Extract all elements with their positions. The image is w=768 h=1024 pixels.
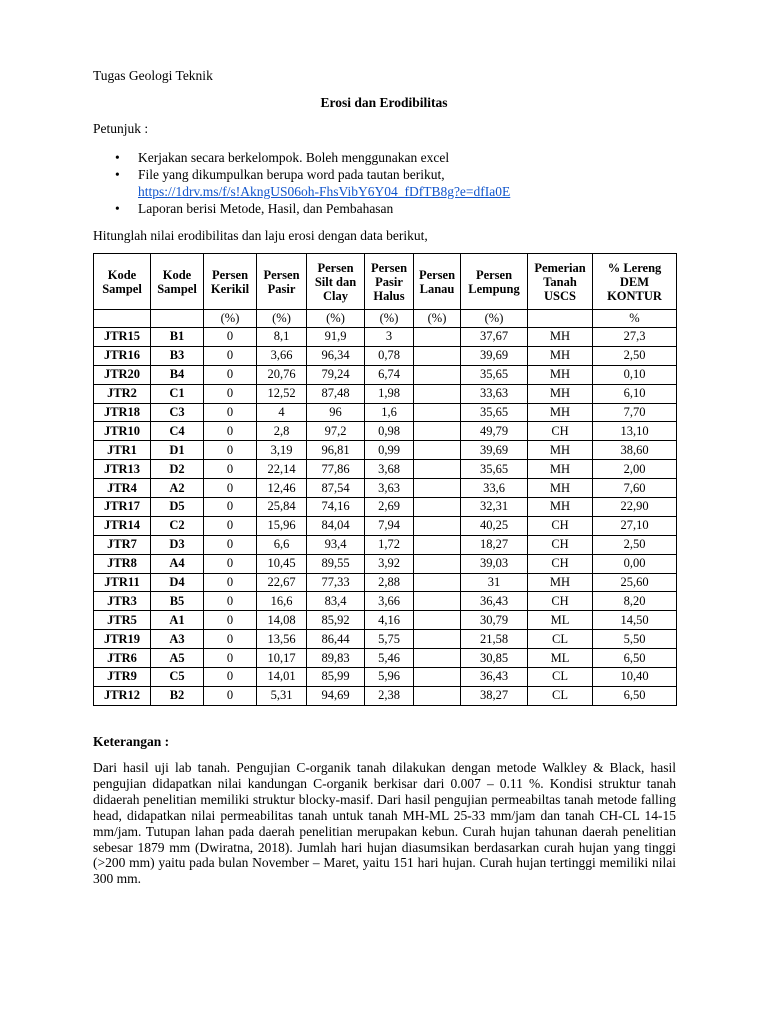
table-cell: 0	[204, 516, 257, 535]
table-cell: 2,50	[593, 346, 677, 365]
table-row	[94, 516, 677, 535]
table-cell: 0	[204, 668, 257, 687]
table-row	[94, 686, 677, 705]
table-cell: 6,6	[257, 535, 307, 554]
table-cell: 2,00	[593, 460, 677, 479]
table-cell: 0	[204, 498, 257, 517]
table-cell: 97,2	[307, 422, 365, 441]
unit-cell: (%)	[307, 310, 365, 328]
table-cell: JTR8	[94, 554, 151, 573]
instruction-text: File yang dikumpulkan berupa word pada tautan berikut,	[138, 167, 445, 182]
table-cell: 79,24	[307, 365, 365, 384]
table-cell: JTR11	[94, 573, 151, 592]
table-cell: 0	[204, 460, 257, 479]
table-row	[94, 346, 677, 365]
table-cell: 0	[204, 686, 257, 705]
table-cell	[414, 328, 461, 347]
table-cell	[414, 649, 461, 668]
table-cell: JTR6	[94, 649, 151, 668]
column-header: Persen Lempung	[461, 254, 528, 310]
table-cell: 86,44	[307, 630, 365, 649]
table-cell: JTR3	[94, 592, 151, 611]
unit-cell: (%)	[365, 310, 414, 328]
unit-cell: (%)	[204, 310, 257, 328]
table-cell: 37,67	[461, 328, 528, 347]
table-cell: A4	[151, 554, 204, 573]
table-cell: 13,10	[593, 422, 677, 441]
table-cell	[414, 554, 461, 573]
table-units-row	[94, 310, 677, 328]
table-cell: 2,69	[365, 498, 414, 517]
table-cell: 85,92	[307, 611, 365, 630]
table-row	[94, 573, 677, 592]
table-cell: 6,50	[593, 649, 677, 668]
table-row	[94, 460, 677, 479]
table-cell: 20,76	[257, 365, 307, 384]
table-cell: 7,94	[365, 516, 414, 535]
table-cell: 27,3	[593, 328, 677, 347]
table-cell: 15,96	[257, 516, 307, 535]
table-cell: B1	[151, 328, 204, 347]
table-cell: 1,6	[365, 403, 414, 422]
table-cell: 39,69	[461, 346, 528, 365]
table-cell: 0	[204, 384, 257, 403]
table-cell: 0	[204, 535, 257, 554]
table-cell: 96	[307, 403, 365, 422]
table-cell: 89,83	[307, 649, 365, 668]
table-cell: CL	[528, 630, 593, 649]
table-cell: 3,92	[365, 554, 414, 573]
table-cell: B5	[151, 592, 204, 611]
table-cell: B2	[151, 686, 204, 705]
table-cell: A3	[151, 630, 204, 649]
table-cell: A5	[151, 649, 204, 668]
submission-link[interactable]: https://1drv.ms/f/s!AkngUS06oh-FhsVibY6Y04_fDfTB8g?e=dfIa0E	[138, 184, 511, 199]
table-cell: JTR12	[94, 686, 151, 705]
table-cell: CH	[528, 554, 593, 573]
table-cell: 0,99	[365, 441, 414, 460]
table-cell	[414, 535, 461, 554]
table-cell: 35,65	[461, 460, 528, 479]
table-cell: A2	[151, 479, 204, 498]
table-row	[94, 384, 677, 403]
table-cell: 32,31	[461, 498, 528, 517]
unit-cell: (%)	[414, 310, 461, 328]
instruction-text: Kerjakan secara berkelompok. Boleh menggunakan excel	[138, 150, 450, 165]
table-cell: MH	[528, 460, 593, 479]
table-cell: MH	[528, 573, 593, 592]
table-cell: ML	[528, 611, 593, 630]
bullet-icon: •	[115, 167, 120, 182]
table-body	[94, 328, 677, 706]
table-cell: JTR20	[94, 365, 151, 384]
column-header: % Lereng DEM KONTUR	[593, 254, 677, 310]
table-cell: 5,75	[365, 630, 414, 649]
column-header: Kode Sampel	[151, 254, 204, 310]
table-cell: 77,33	[307, 573, 365, 592]
table-cell: 74,16	[307, 498, 365, 517]
table-cell: A1	[151, 611, 204, 630]
table-cell: C2	[151, 516, 204, 535]
table-cell	[414, 479, 461, 498]
table-cell: B4	[151, 365, 204, 384]
table-cell: JTR1	[94, 441, 151, 460]
table-cell: 10,40	[593, 668, 677, 687]
table-cell: 3,66	[365, 592, 414, 611]
table-cell: 22,90	[593, 498, 677, 517]
table-cell	[414, 346, 461, 365]
table-cell: 91,9	[307, 328, 365, 347]
course-title: Tugas Geologi Teknik	[93, 68, 213, 83]
table-row	[94, 328, 677, 347]
column-header: Persen Pasir	[257, 254, 307, 310]
unit-cell: %	[593, 310, 677, 328]
table-cell	[414, 365, 461, 384]
table-cell: JTR2	[94, 384, 151, 403]
table-cell: 93,4	[307, 535, 365, 554]
table-cell: JTR13	[94, 460, 151, 479]
table-cell: 13,56	[257, 630, 307, 649]
table-cell: 14,01	[257, 668, 307, 687]
column-header: Kode Sampel	[94, 254, 151, 310]
table-cell: CH	[528, 422, 593, 441]
table-cell: 85,99	[307, 668, 365, 687]
instructions-label: Petunjuk :	[93, 121, 149, 136]
table-cell: 0	[204, 365, 257, 384]
table-cell: 30,85	[461, 649, 528, 668]
table-cell: C3	[151, 403, 204, 422]
bullet-icon: •	[115, 150, 120, 165]
table-cell: 0,00	[593, 554, 677, 573]
table-cell: 83,4	[307, 592, 365, 611]
table-row	[94, 365, 677, 384]
instruction-item	[93, 166, 693, 200]
table-row	[94, 479, 677, 498]
table-cell: 84,04	[307, 516, 365, 535]
table-cell	[414, 384, 461, 403]
table-cell: B3	[151, 346, 204, 365]
table-cell: 39,69	[461, 441, 528, 460]
unit-cell	[151, 310, 204, 328]
table-cell: JTR14	[94, 516, 151, 535]
table-cell: 21,58	[461, 630, 528, 649]
table-cell: JTR10	[94, 422, 151, 441]
table-cell	[414, 573, 461, 592]
table-row	[94, 592, 677, 611]
unit-cell: (%)	[257, 310, 307, 328]
table-cell: CH	[528, 592, 593, 611]
table-cell: JTR16	[94, 346, 151, 365]
table-row	[94, 422, 677, 441]
table-cell: 77,86	[307, 460, 365, 479]
table-cell: 4	[257, 403, 307, 422]
column-header: Persen Silt dan Clay	[307, 254, 365, 310]
table-cell: JTR19	[94, 630, 151, 649]
table-cell: 0	[204, 573, 257, 592]
table-cell	[414, 460, 461, 479]
table-cell: 30,79	[461, 611, 528, 630]
notes-body: Dari hasil uji lab tanah. Pengujian C-organik tanah dilakukan dengan metode Walkley & Black, hasil pengujian didapatkan nilai kandungan C-organik berkisar dari 0.007 – 0.11 %. Kondisi struktur tanah didaerah penelitian memiliki struktur blocky-masif. Dari hasil pengujian permeabiltas tanah metode falling head, didapatkan nilai permeabilitas tanah untuk tanah MH-ML 25-33 mm/jam dan tanah CH-CL 14-15 mm/jam. Tutupan lahan pada daerah penelitian merupakan kebun. Curah hujan tahunan daerah penelitian sebesar 1879 mm (Dwiratna, 2018). Jumlah hari hujan diasumsikan berdasarkan curah hujan yang tinggi (>200 mm) yaitu pada bulan November – Maret, yaitu 151 hari hujan. Curah hujan tertinggi memiliki nilai 300 mm.	[93, 760, 676, 887]
intro-text: Hitunglah nilai erodibilitas dan laju erosi dengan data berikut,	[93, 228, 428, 243]
table-cell: 14,08	[257, 611, 307, 630]
table-cell: 87,48	[307, 384, 365, 403]
table-cell: C5	[151, 668, 204, 687]
table-cell: 6,74	[365, 365, 414, 384]
bullet-icon: •	[115, 201, 120, 216]
table-row	[94, 668, 677, 687]
table-cell: 0	[204, 611, 257, 630]
table-cell: JTR17	[94, 498, 151, 517]
table-row	[94, 649, 677, 668]
table-cell: 87,54	[307, 479, 365, 498]
instruction-item	[93, 200, 693, 217]
table-cell	[414, 498, 461, 517]
table-cell: D2	[151, 460, 204, 479]
table-cell: 3,63	[365, 479, 414, 498]
table-cell: 27,10	[593, 516, 677, 535]
table-cell: MH	[528, 365, 593, 384]
table-cell: 5,96	[365, 668, 414, 687]
table-cell: JTR15	[94, 328, 151, 347]
table-cell: D4	[151, 573, 204, 592]
table-cell: 94,69	[307, 686, 365, 705]
table-cell: 25,84	[257, 498, 307, 517]
table-cell: MH	[528, 479, 593, 498]
unit-cell	[528, 310, 593, 328]
unit-cell: (%)	[461, 310, 528, 328]
table-cell: CL	[528, 668, 593, 687]
table-cell: 12,46	[257, 479, 307, 498]
table-cell	[414, 630, 461, 649]
soil-data-table	[93, 253, 677, 706]
table-cell: 6,50	[593, 686, 677, 705]
table-cell: 6,10	[593, 384, 677, 403]
table-cell: 0	[204, 422, 257, 441]
table-row	[94, 498, 677, 517]
table-cell: 0	[204, 592, 257, 611]
table-cell: 18,27	[461, 535, 528, 554]
table-cell: 35,65	[461, 403, 528, 422]
table-cell: 0,98	[365, 422, 414, 441]
table-cell: 89,55	[307, 554, 365, 573]
table-cell	[414, 516, 461, 535]
table-cell: 0	[204, 554, 257, 573]
table-cell: 96,34	[307, 346, 365, 365]
table-cell	[414, 403, 461, 422]
table-cell	[414, 592, 461, 611]
table-cell: 2,38	[365, 686, 414, 705]
table-cell: 0,10	[593, 365, 677, 384]
table-cell: 25,60	[593, 573, 677, 592]
table-cell: 16,6	[257, 592, 307, 611]
table-cell: D1	[151, 441, 204, 460]
table-cell: ML	[528, 649, 593, 668]
table-cell: C4	[151, 422, 204, 441]
table-row	[94, 630, 677, 649]
table-cell: MH	[528, 346, 593, 365]
table-cell: 40,25	[461, 516, 528, 535]
table-cell: 8,1	[257, 328, 307, 347]
table-row	[94, 611, 677, 630]
table-cell: JTR5	[94, 611, 151, 630]
table-cell: MH	[528, 498, 593, 517]
table-cell: 35,65	[461, 365, 528, 384]
table-cell	[414, 686, 461, 705]
table-cell: 36,43	[461, 592, 528, 611]
table-cell: 3	[365, 328, 414, 347]
table-cell: 38,60	[593, 441, 677, 460]
table-cell: 4,16	[365, 611, 414, 630]
table-cell: 33,6	[461, 479, 528, 498]
column-header: Pemerian Tanah USCS	[528, 254, 593, 310]
table-cell: 0	[204, 630, 257, 649]
table-row	[94, 403, 677, 422]
table-cell	[414, 441, 461, 460]
table-cell: CH	[528, 516, 593, 535]
table-cell: 8,20	[593, 592, 677, 611]
table-cell: 2,50	[593, 535, 677, 554]
table-cell: 31	[461, 573, 528, 592]
table-cell: 36,43	[461, 668, 528, 687]
table-row	[94, 535, 677, 554]
table-cell: 39,03	[461, 554, 528, 573]
column-header: Persen Kerikil	[204, 254, 257, 310]
table-header-row	[94, 254, 677, 310]
table-cell: 7,70	[593, 403, 677, 422]
table-cell: 1,98	[365, 384, 414, 403]
table-cell: 3,68	[365, 460, 414, 479]
table-cell: 1,72	[365, 535, 414, 554]
table-cell: 0	[204, 649, 257, 668]
instruction-item	[93, 149, 693, 166]
table-row	[94, 441, 677, 460]
table-cell: 7,60	[593, 479, 677, 498]
table-cell: 22,67	[257, 573, 307, 592]
table-cell: 38,27	[461, 686, 528, 705]
table-cell: JTR7	[94, 535, 151, 554]
column-header: Persen Lanau	[414, 254, 461, 310]
document-title: Erosi dan Erodibilitas	[320, 95, 448, 110]
table-cell: D5	[151, 498, 204, 517]
table-cell: 10,45	[257, 554, 307, 573]
table-cell: 5,50	[593, 630, 677, 649]
table-cell	[414, 611, 461, 630]
table-cell: 12,52	[257, 384, 307, 403]
column-header: Persen Pasir Halus	[365, 254, 414, 310]
unit-cell	[94, 310, 151, 328]
table-cell: 2,8	[257, 422, 307, 441]
table-cell: 5,31	[257, 686, 307, 705]
table-cell: CH	[528, 535, 593, 554]
instructions-list	[93, 149, 693, 217]
instruction-text: Laporan berisi Metode, Hasil, dan Pembahasan	[138, 201, 394, 216]
table-cell: JTR9	[94, 668, 151, 687]
table-cell: 2,88	[365, 573, 414, 592]
table-cell: 0	[204, 346, 257, 365]
table-cell: 5,46	[365, 649, 414, 668]
table-row	[94, 554, 677, 573]
table-cell: 0	[204, 441, 257, 460]
table-cell: JTR18	[94, 403, 151, 422]
table-cell: C1	[151, 384, 204, 403]
table-cell: MH	[528, 441, 593, 460]
table-cell: 10,17	[257, 649, 307, 668]
table-cell: D3	[151, 535, 204, 554]
table-cell: 0	[204, 479, 257, 498]
table-cell: 3,19	[257, 441, 307, 460]
table-cell: CL	[528, 686, 593, 705]
notes-heading: Keterangan :	[93, 734, 170, 749]
table-cell: 0	[204, 328, 257, 347]
table-cell: 14,50	[593, 611, 677, 630]
table-cell	[414, 668, 461, 687]
table-cell: 0	[204, 403, 257, 422]
table-cell: 49,79	[461, 422, 528, 441]
table-cell: JTR4	[94, 479, 151, 498]
table-cell: 33,63	[461, 384, 528, 403]
table-cell: MH	[528, 384, 593, 403]
table-cell: 0,78	[365, 346, 414, 365]
table-cell	[414, 422, 461, 441]
table-cell: 96,81	[307, 441, 365, 460]
table-cell: MH	[528, 328, 593, 347]
table-cell: MH	[528, 403, 593, 422]
table-cell: 22,14	[257, 460, 307, 479]
table-cell: 3,66	[257, 346, 307, 365]
